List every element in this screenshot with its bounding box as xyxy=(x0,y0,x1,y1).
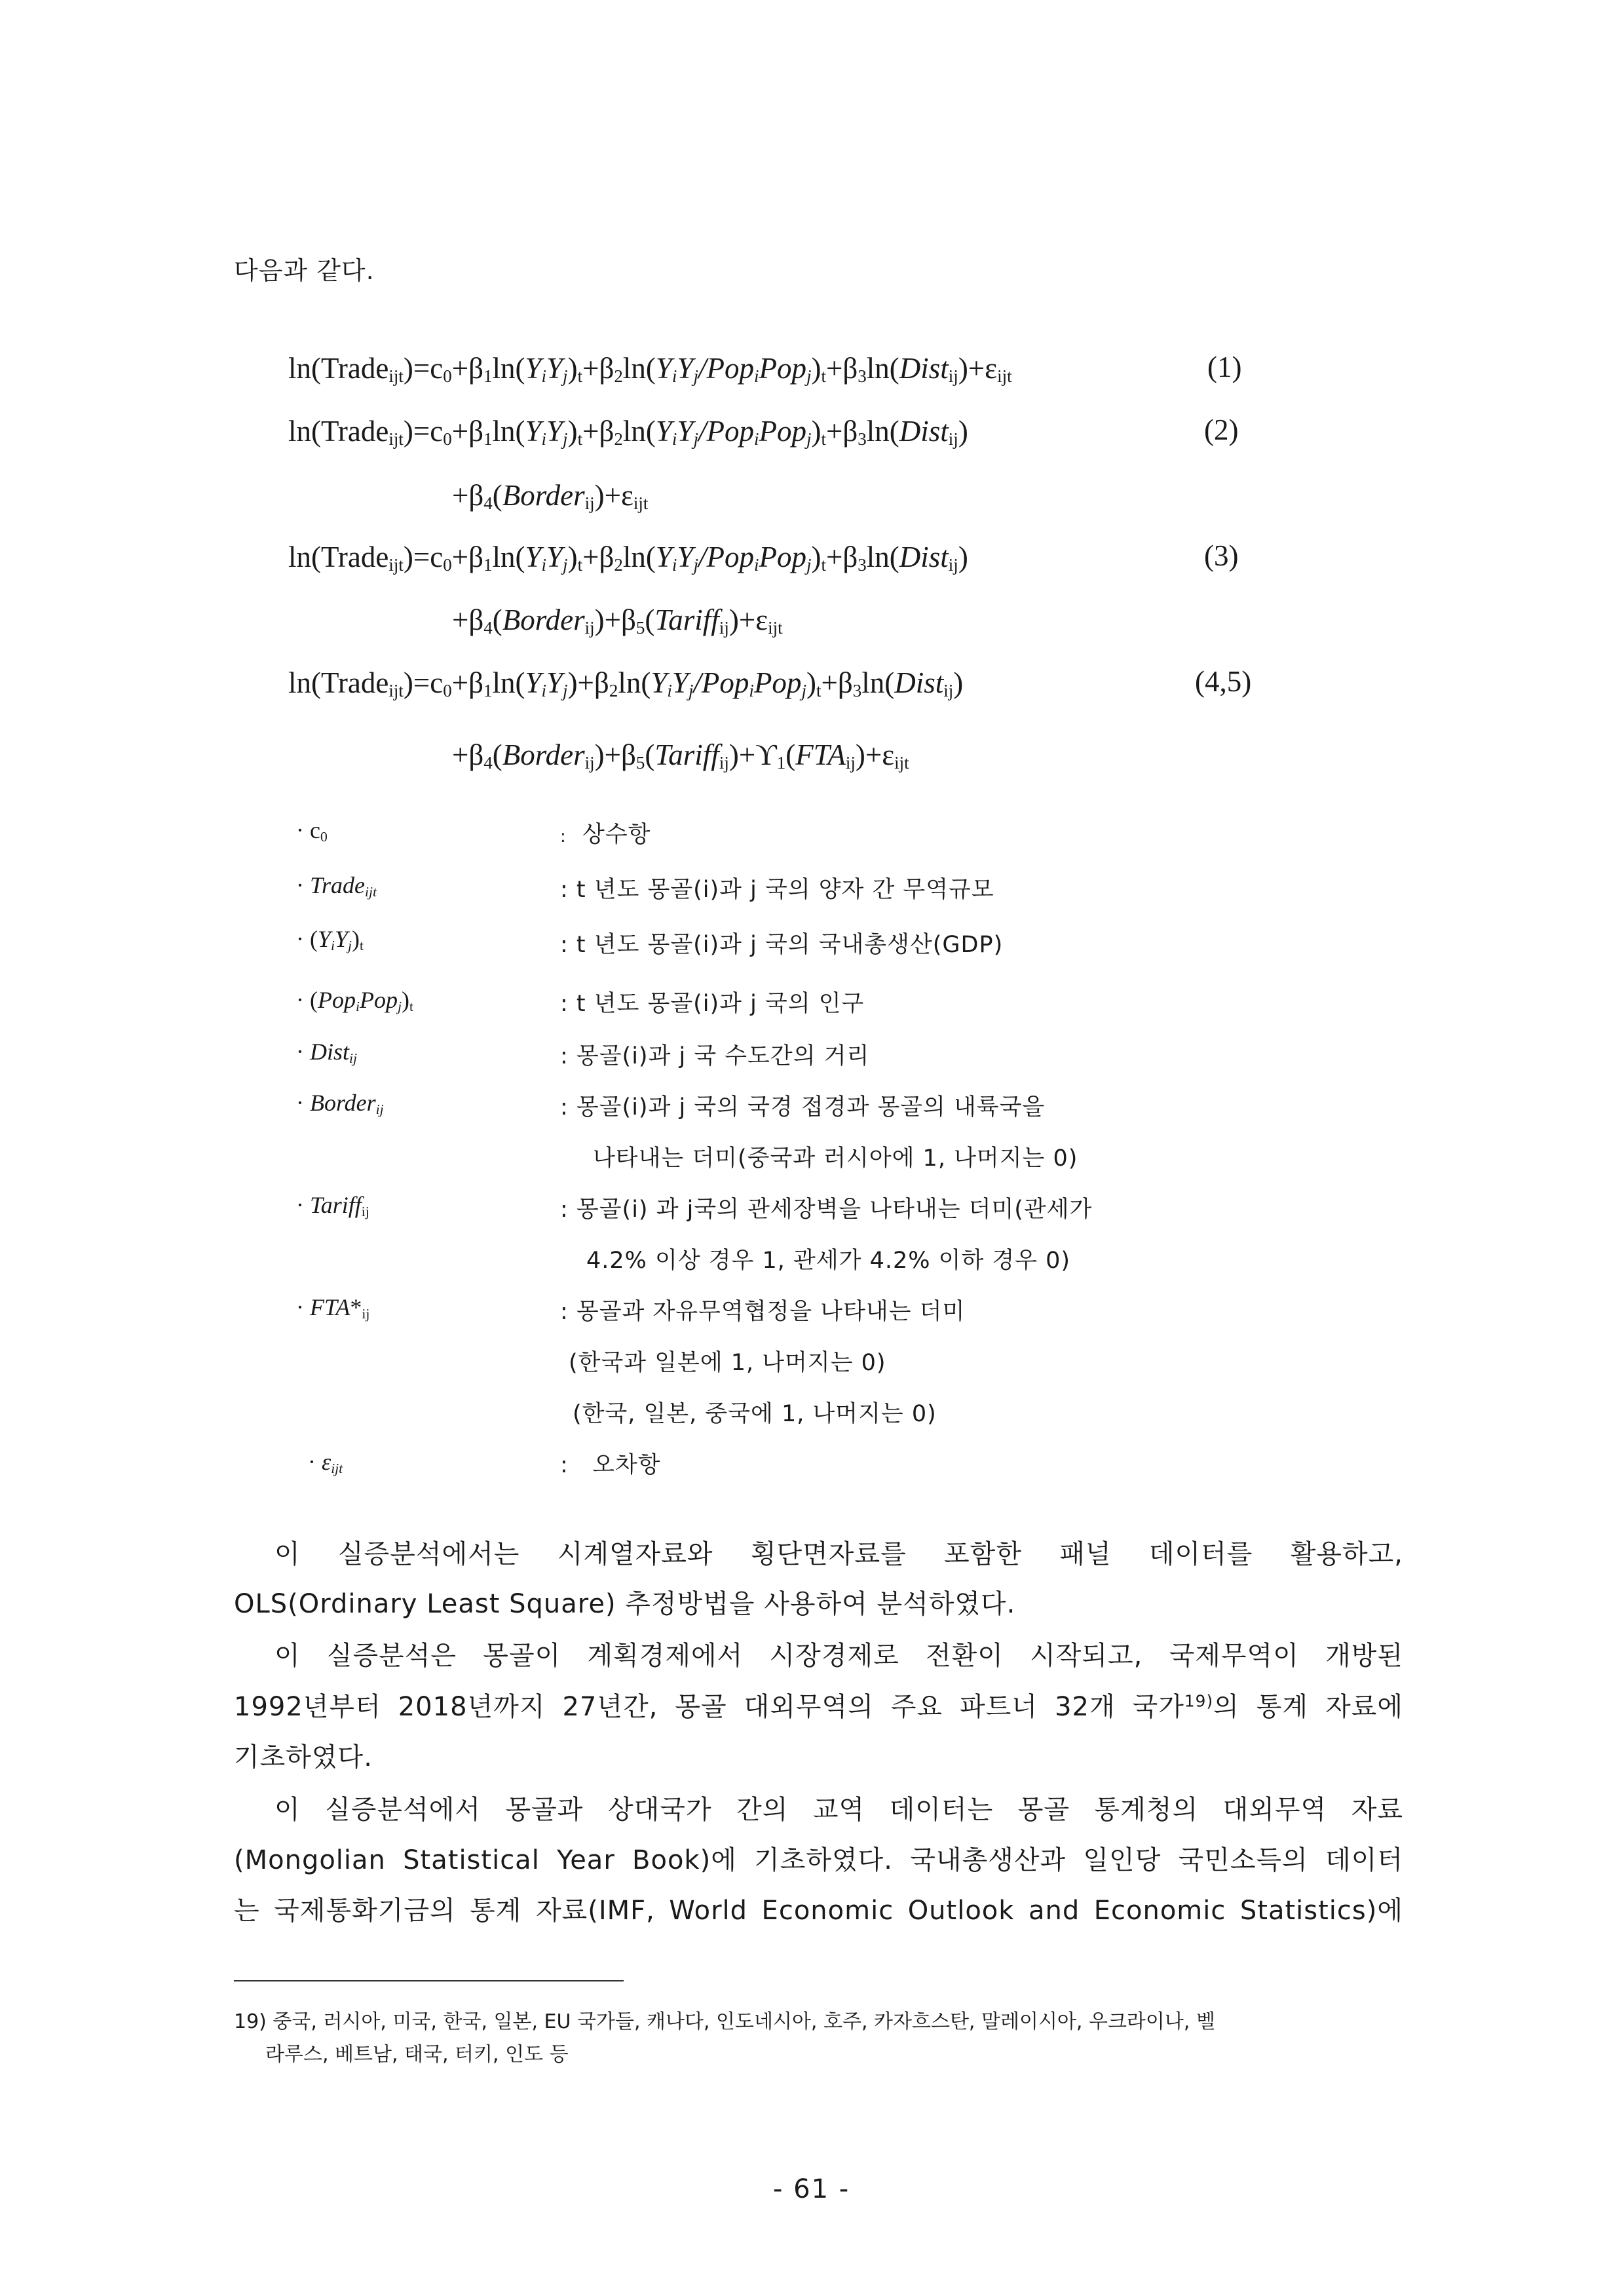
intro-text: 다음과 같다. xyxy=(234,256,375,285)
term-yiyj: · $(Y_iY_j)_t$ xyxy=(296,926,364,953)
term-tariff: · Tariff$_{ij}$ xyxy=(296,1192,369,1219)
equation-2: $\ln(Trade_{ijt})=c_0+\beta_1\ln(Y_iY_j)_t+\beta_2\ln(Y_iY_j/Pop_iPop_j)_t+\beta_3\ln(Dist_{ij})$ xyxy=(288,415,968,449)
equation-2-continuation: $+\beta_4(Border_{ij})+\varepsilon_{ijt}$ xyxy=(452,479,649,513)
equation-4-5-number: (4,5) xyxy=(1195,665,1252,698)
equation-2-number: (2) xyxy=(1204,413,1239,446)
paragraph-3-line-2: (Mongolian Statistical Year Book)에 기초하였다. 국내총생산과 일인당 국민소득의 데이터 xyxy=(234,1845,1403,1875)
paragraph-3-line-1: 이 실증분석에서 몽골과 상대국가 간의 교역 데이터는 몽골 통계청의 대외무역 자료 xyxy=(274,1795,1403,1825)
def-pop: : t 년도 몽골(i)과 j 국의 인구 xyxy=(560,991,865,1017)
term-epsilon: · $\varepsilon_{ijt}$ xyxy=(308,1449,343,1476)
def-trade: : t 년도 몽골(i)과 j 국의 양자 간 무역규모 xyxy=(560,877,994,903)
footnote-line-1: 19) 중국, 러시아, 미국, 한국, 일본, EU 국가들, 캐나다, 인도네시아, 호주, 카자흐스탄, 말레이시아, 우크라이나, 벨 xyxy=(234,2010,1215,2033)
term-pop: · $(Pop_iPop_j)_t$ xyxy=(296,987,413,1014)
paragraph-2-line-2: 1992년부터 2018년까지 27년간, 몽골 대외무역의 주요 파트너 32개 국가$^{19)}$의 통계 자료에 xyxy=(234,1691,1403,1722)
def-tariff-line1: : 몽골(i) 과 j국의 관세장벽을 나타내는 더미(관세가 xyxy=(560,1196,1093,1223)
footnote-line-2: 라루스, 베트남, 태국, 터키, 인도 등 xyxy=(265,2043,569,2066)
equation-4-5: $\ln(Trade_{ijt})=c_0+\beta_1\ln(Y_iY_j)+\beta_2\ln(Y_iY_j/Pop_iPop_j)_t+\beta_3\ln(Dist_{ij})$ xyxy=(288,666,964,700)
equation-4-5-continuation: $+\beta_4(Border_{ij})+\beta_5(Tariff_{ij})+ϒ_1(FTA_{ij})+\varepsilon_{ijt}$ xyxy=(452,738,909,773)
def-c0: : 상수항 xyxy=(560,822,651,848)
equation-3-number: (3) xyxy=(1204,539,1239,572)
def-fta-line1: : 몽골과 자유무역협정을 나타내는 더미 xyxy=(560,1299,966,1325)
page-number: - 61 - xyxy=(773,2174,850,2204)
equation-1-number: (1) xyxy=(1207,351,1242,383)
term-c0: · $c_0$ xyxy=(296,817,328,845)
footnote-ref-19: 19) xyxy=(1184,1691,1214,1711)
def-yiyj: : t 년도 몽골(i)과 j 국의 국내총생산(GDP) xyxy=(560,932,1004,958)
def-border-line1: : 몽골(i)과 j 국의 국경 접경과 몽골의 내륙국을 xyxy=(560,1094,1046,1120)
term-dist: · Dist$_{ij}$ xyxy=(296,1039,358,1066)
paragraph-1-line-2: OLS(Ordinary Least Square) 추정방법을 사용하여 분석하였다. xyxy=(234,1589,1016,1619)
paragraph-2-line-1: 이 실증분석은 몽골이 계획경제에서 시장경제로 전환이 시작되고, 국제무역이 개방된 xyxy=(274,1641,1403,1671)
def-tariff-line2: 4.2% 이상 경우 1, 관세가 4.2% 이하 경우 0) xyxy=(586,1248,1071,1274)
term-fta: · $FTA*_{ij}$ xyxy=(296,1294,370,1322)
def-border-line2: 나타내는 더미(중국과 러시아에 1, 나머지는 0) xyxy=(593,1145,1078,1172)
paragraph-1-line-1: 이 실증분석에서는 시계열자료와 횡단면자료를 포함한 패널 데이터를 활용하고, xyxy=(274,1539,1403,1569)
def-epsilon: : 오차항 xyxy=(560,1452,661,1478)
equation-1: $\ln(Trade_{ijt})=c_0+\beta_1\ln(Y_iY_j)_t+\beta_2\ln(Y_iY_j/Pop_iPop_j)_t+\beta_3\ln(Dist_{ij})+\varepsilon_{ijt}$ xyxy=(288,352,1012,386)
term-border: · Border$_{ij}$ xyxy=(296,1090,384,1117)
def-fta-line3: (한국, 일본, 중국에 1, 나머지는 0) xyxy=(573,1401,937,1427)
def-dist: : 몽골(i)과 j 국 수도간의 거리 xyxy=(560,1043,870,1069)
equation-3: $\ln(Trade_{ijt})=c_0+\beta_1\ln(Y_iY_j)_t+\beta_2\ln(Y_iY_j/Pop_iPop_j)_t+\beta_3\ln(Dist_{ij})$ xyxy=(288,541,968,575)
def-fta-line2: (한국과 일본에 1, 나머지는 0) xyxy=(569,1350,886,1376)
term-trade: · Trade$_{ijt}$ xyxy=(296,872,377,900)
paragraph-3-line-3: 는 국제통화기금의 통계 자료(IMF, World Economic Outlook and Economic Statistics)에 xyxy=(234,1896,1403,1926)
footnote-rule xyxy=(234,1980,624,1981)
paragraph-2-line-3: 기초하였다. xyxy=(234,1742,373,1772)
equation-3-continuation: $+\beta_4(Border_{ij})+\beta_5(Tariff_{ij})+\varepsilon_{ijt}$ xyxy=(452,603,783,638)
